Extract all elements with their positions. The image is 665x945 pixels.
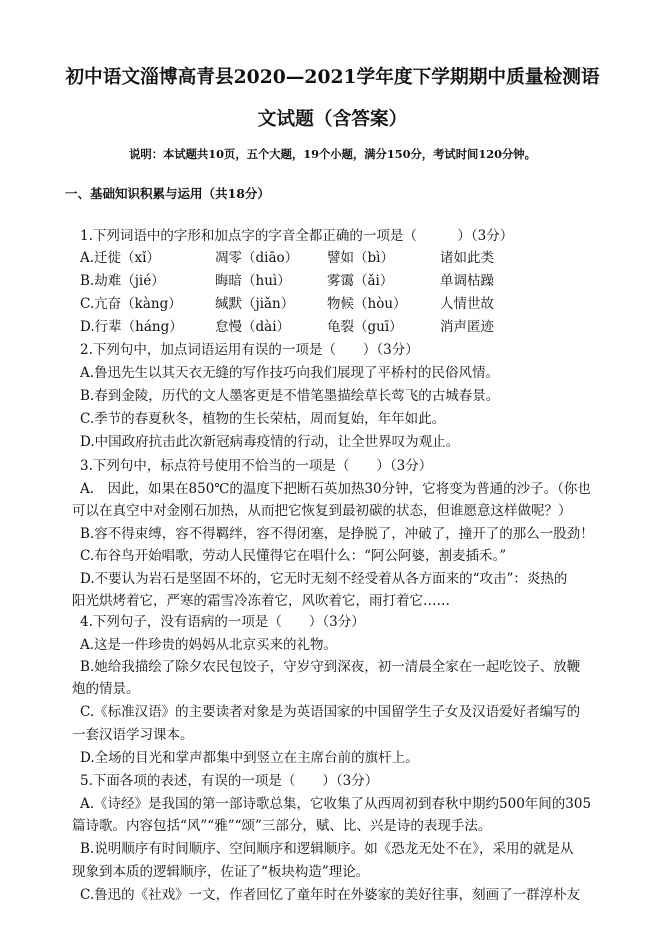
q3-option-a-line1: A. 因此，如果在850℃的温度下把断石英加热30分钟，它将变为普通的沙子。（你也 <box>80 481 591 497</box>
q5-option-b-line1: B.说明顺序有时间顺序、空间顺序和逻辑顺序。如《恐龙无处不在》，采用的就是从 <box>80 841 574 857</box>
q4-option-b-line1: B.她给我描绘了除夕农民包饺子，守岁守到深夜，初一清晨全家在一起吃饺子、放鞭 <box>80 659 581 675</box>
q1-option-d-4: 消声匿迹 <box>440 319 494 335</box>
q1-option-a-1: A.迁徙（xǐ） <box>80 250 160 266</box>
q1-option-a-4: 诸如此类 <box>440 250 494 266</box>
q2-option-c: C.季节的春夏秋冬，植物的生长荣枯，周而复始，年年如此。 <box>80 411 446 427</box>
q4-stem: 4.下列句子，没有语病的一项是（ ）（3分） <box>80 614 365 630</box>
q1-option-d-2: 怠慢（dài） <box>215 319 291 335</box>
q3-option-b: B.容不得束缚，容不得羁绊，容不得闭塞，是挣脱了，冲破了，撞开了的那么一股劲！ <box>80 526 594 542</box>
q2-option-b: B.春到金陵，历代的文人墨客更是不惜笔墨描绘草长莺飞的古城春景。 <box>80 388 500 404</box>
q1-option-c-2: 缄默（jiǎn） <box>215 296 295 312</box>
q3-option-d-line2: 阳光烘烤着它，严寒的霜雪冷冻着它，风吹着它，雨打着它…… <box>72 593 450 609</box>
q3-stem: 3.下列句中，标点符号使用不恰当的一项是（ ）（3分） <box>80 458 433 474</box>
q1-option-c-4: 人情世故 <box>440 296 494 312</box>
q5-option-b-line2: 现象到本质的逻辑顺序，佐证了“板块构造”理论。 <box>72 864 370 880</box>
q2-option-d: D.中国政府抗击此次新冠病毒疫情的行动，让全世界叹为观止。 <box>80 434 460 450</box>
q2-stem: 2.下列句中，加点词语运用有误的一项是（ ）（3分） <box>80 342 419 358</box>
q1-option-b-3: 雾霭（ǎi） <box>327 273 394 289</box>
q4-option-c-line2: 一套汉语学习课本。 <box>72 727 194 743</box>
q5-option-c-line1: C.鲁迅的《社戏》一文，作者回忆了童年时在外婆家的美好往事，刻画了一群淳朴友 <box>80 887 581 903</box>
q1-option-b-2: 晦暗（huì） <box>215 273 291 289</box>
q5-option-a-line1: A.《诗经》是我国的第一部诗歌总集，它收集了从西周初到春秋中期约500年间的305 <box>80 796 592 812</box>
q1-option-d-1: D.行辈（háng） <box>80 319 183 335</box>
q1-option-a-2: 凋零（diāo） <box>215 250 299 266</box>
q4-option-a: A.这是一件珍贵的妈妈从北京买来的礼物。 <box>80 637 338 653</box>
exam-title-line1: 初中语文淄博高青县2020—2021学年度下学期期中质量检测语 <box>65 66 600 88</box>
q4-option-c-line1: C.《标准汉语》的主要读者对象是为英语国家的中国留学生子女及汉语爱好者编写的 <box>80 704 581 720</box>
q1-option-c-3: 物候（hòu） <box>327 296 407 312</box>
q4-option-d: D.全场的目光和掌声都集中到竖立在主席台前的旗杆上。 <box>80 750 419 766</box>
q1-option-b-4: 单调枯躁 <box>440 273 494 289</box>
q2-option-a: A.鲁迅先生以其天衣无缝的写作技巧向我们展现了平桥村的民俗风情。 <box>80 365 500 381</box>
exam-title-line2: 文试题（含答案） <box>257 108 408 130</box>
q5-stem: 5.下面各项的表述，有误的一项是（ ）（3分） <box>80 773 379 789</box>
q3-option-a-line2: 可以在真空中对金刚石加热，从而把它恢复到最初碳的状态，但谁愿意这样做呢？） <box>72 503 572 519</box>
q5-option-a-line2: 篇诗歌。内容包括“风”“雅”“颂”三部分，赋、比、兴是诗的表现手法。 <box>72 818 492 834</box>
q3-option-c: C.布谷鸟开始唱歌，劳动人民懂得它在唱什么：“阿公阿婆，割麦插禾。” <box>80 548 507 564</box>
q1-option-b-1: B.劫难（jié） <box>80 273 165 289</box>
q1-stem: 1.下列词语中的字形和加点字的字音全都正确的一项是（ ）（3分） <box>80 228 514 244</box>
q1-option-c-1: C.亢奋（kàng） <box>80 296 182 312</box>
section-heading: 一、基础知识积累与运用（共18分） <box>65 186 270 201</box>
exam-instructions: 说明：本试题共10页，五个大题，19个小题，满分150分，考试时间120分钟。 <box>129 147 536 161</box>
q1-option-a-3: 譬如（bì） <box>327 250 394 266</box>
q4-option-b-line2: 炮的情景。 <box>72 681 140 697</box>
q1-option-d-3: 龟裂（guī） <box>327 319 403 335</box>
q3-option-d-line1: D.不要认为岩石是坚固不坏的，它无时无刻不经受着从各方面来的“攻击”：炎热的 <box>80 571 568 587</box>
